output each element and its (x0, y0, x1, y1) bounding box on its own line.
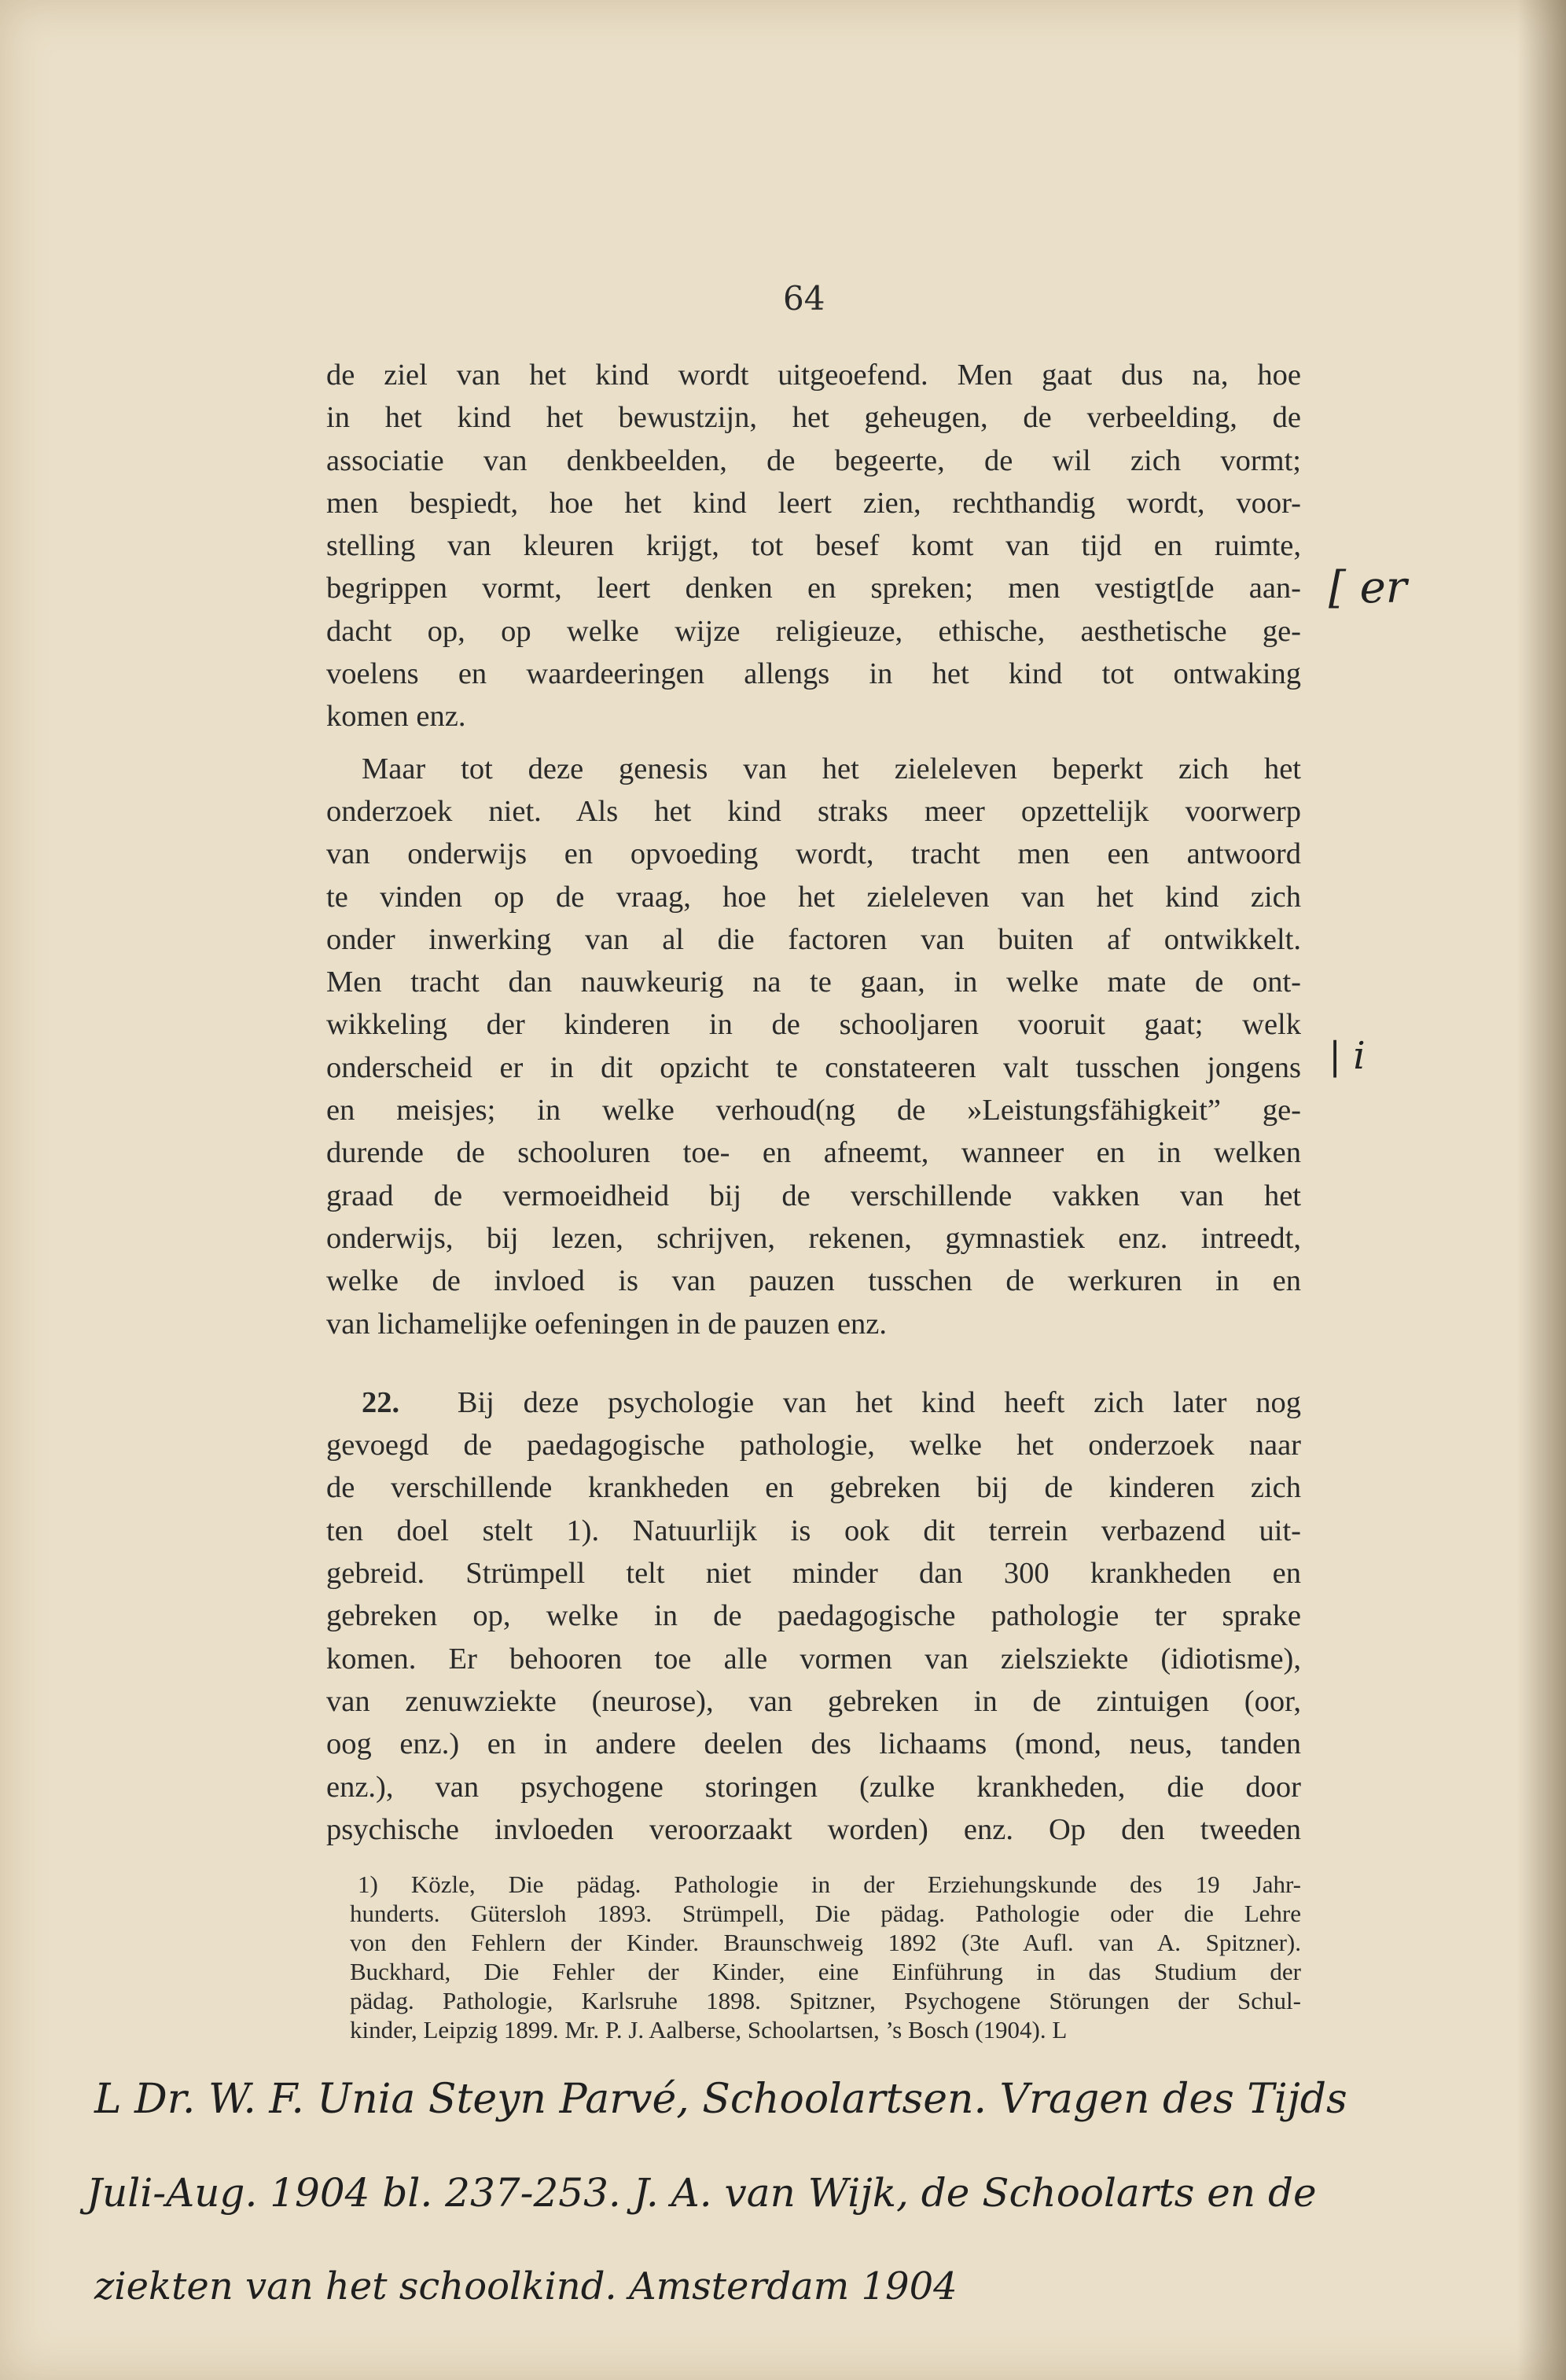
text-line: te vinden op de vraag, hoe het zieleleven van het kind zich (326, 880, 1301, 914)
text-line: van lichamelijke oefeningen in de pauzen enz. (326, 1307, 888, 1341)
text-line: ten doel stelt 1). Natuurlijk is ook dit terrein verbazend uit- (326, 1514, 1301, 1547)
text-line: associatie van denkbeelden, de begeerte, de wil zich vormt; (326, 443, 1301, 477)
text-line: wikkeling der kinderen in de schooljaren vooruit gaat; welk (326, 1008, 1301, 1042)
margin-note-er: [ er (1329, 562, 1407, 613)
text-line: begrippen vormt, leert denken en spreken; men vestigt[de aan- (326, 572, 1301, 605)
text-line: onderscheid er in dit opzicht te constateeren valt tusschen jongens (326, 1050, 1301, 1084)
footnote-line: pädag. Pathologie, Karlsruhe 1898. Spitzner, Psychogene Störungen der Schul- (350, 1987, 1301, 2014)
text-line: gebreken op, welke in de paedagogische pathologie ter sprake (326, 1599, 1301, 1633)
text-line: onderwijs, bij lezen, schrijven, rekenen, gymnastiek enz. intreedt, (326, 1221, 1301, 1255)
text-line: stelling van kleuren krijgt, tot besef komt van tijd en ruimte, (326, 529, 1301, 563)
text-line: komen enz. (326, 700, 466, 734)
text-line: onder inwerking van al die factoren van buiten af ontwikkelt. (326, 922, 1301, 956)
text-line: van onderwijs en opvoeding wordt, tracht men een antwoord (326, 837, 1301, 871)
text-line: durende de schooluren toe- en afneemt, wanneer en in welken (326, 1136, 1301, 1170)
text-line: gevoegd de paedagogische pathologie, welke het onderzoek naar (326, 1429, 1301, 1462)
footnote-line: hunderts. Gütersloh 1893. Strümpell, Die pädag. Pathologie oder die Lehre (350, 1900, 1301, 1927)
margin-note-i: | i (1329, 1034, 1366, 1078)
handwritten-note-line-3: ziekten van het schoolkind. Amsterdam 1904 (94, 2264, 958, 2308)
text-line: van zenuwziekte (neurose), van gebreken in de zintuigen (oor, (326, 1684, 1301, 1718)
text-line: men bespiedt, hoe het kind leert zien, rechthandig wordt, voor- (326, 486, 1301, 520)
text-line: graad de vermoeidheid bij de verschillende vakken van het (326, 1179, 1301, 1212)
text-line: psychische invloeden veroorzaakt worden) enz. Op den tweeden (326, 1812, 1301, 1846)
footnote-line: von den Fehlern der Kinder. Braunschweig 1892 (3te Aufl. van A. Spitzner). (350, 1929, 1301, 1956)
section-number: 22. (362, 1385, 400, 1419)
text-line: welke de invloed is van pauzen tusschen de werkuren in en (326, 1264, 1301, 1298)
text-line: Men tracht dan nauwkeurig na te gaan, in welke mate de ont- (326, 966, 1301, 999)
handwritten-note-line-2: Juli-Aug. 1904 bl. 237-253. J. A. van Wijk, de Schoolarts en de (86, 2170, 1317, 2216)
footnotes (350, 1870, 1301, 2044)
section-first-line (326, 1381, 1301, 1424)
section-text: Bij deze psychologie van het kind heeft zich later nog (457, 1385, 1302, 1419)
text-line: Maar tot deze genesis van het zieleleven beperkt zich het (362, 752, 1301, 785)
body-text (326, 354, 1301, 1851)
text-line: dacht op, op welke wijze religieuze, ethische, aesthetische ge- (326, 614, 1301, 648)
page-edge-shadow (1517, 0, 1566, 2380)
text-line: voelens en waardeeringen allengs in het kind tot ontwaking (326, 657, 1301, 691)
text-line: en meisjes; in welke verhoud(ng de »Leistungsfähigkeit” ge- (326, 1094, 1301, 1127)
page-number: 64 (783, 279, 825, 318)
text-line: gebreid. Strümpell telt niet minder dan 300 krankheden en (326, 1557, 1301, 1591)
text-line: in het kind het bewustzijn, het geheugen, de verbeelding, de (326, 401, 1301, 435)
text-line: onderzoek niet. Als het kind straks meer opzettelijk voorwerp (326, 794, 1301, 828)
handwritten-note-line-1: L Dr. W. F. Unia Steyn Parvé, Schoolartsen. Vragen des Tijds (94, 2076, 1347, 2123)
footnote-line: 1) Közle, Die pädag. Pathologie in der Erziehungskunde des 19 Jahr- (358, 1871, 1301, 1898)
text-line: de ziel van het kind wordt uitgeoefend. Men gaat dus na, hoe (326, 359, 1301, 392)
footnote-line: Buckhard, Die Fehler der Kinder, eine Einführung in das Studium der (350, 1958, 1301, 1985)
text-line: de verschillende krankheden en gebreken bij de kinderen zich (326, 1471, 1301, 1505)
footnote-line: kinder, Leipzig 1899. Mr. P. J. Aalberse, Schoolartsen, ’s Bosch (1904). L (350, 2016, 1068, 2043)
text-line: enz.), van psychogene storingen (zulke krankheden, die door (326, 1770, 1301, 1804)
text-line: oog enz.) en in andere deelen des lichaams (mond, neus, tanden (326, 1727, 1301, 1761)
text-line: komen. Er behooren toe alle vormen van zielsziekte (idiotisme), (326, 1642, 1301, 1676)
